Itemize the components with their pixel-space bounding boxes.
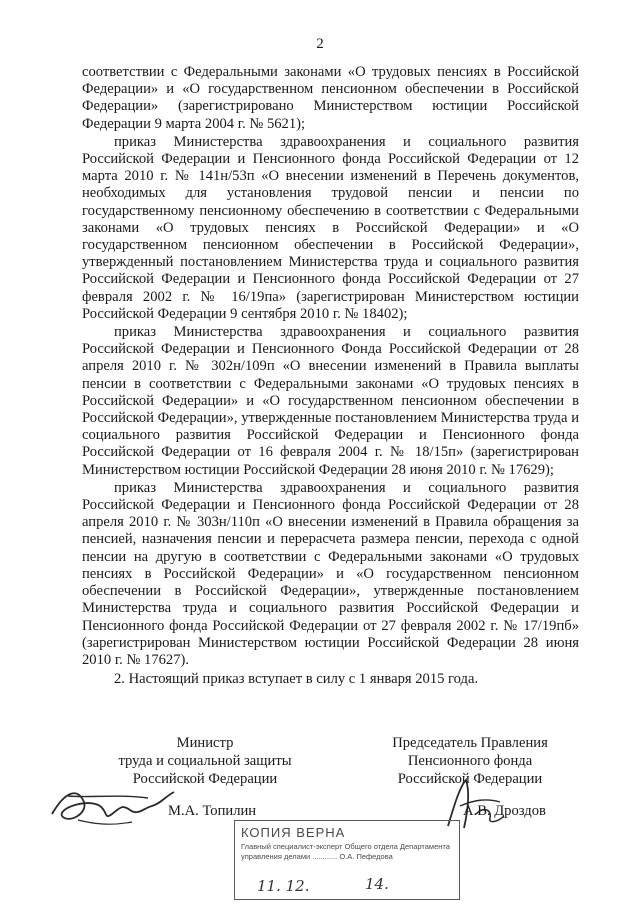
page-number: 2 [316, 36, 324, 52]
stamp-line: Главный специалист-эксперт Общего отдела Департамента [241, 842, 450, 851]
paragraph-order-302n: приказ Министерства здравоохранения и социального развития Российской Федерации и Пенсионного Фонда Российской Федерации от 28 апреля 2010 г. № 302н/109п «О внесении изменений в Правила выплаты пенсии в соответствии с Федеральными законами «О трудовых пенсиях в Российской Федерации» и «О государственном пенсионном обеспечении в Российской Федерации», утвержденные постановлением Министерства труда и социального развития Российской Федерации и Пенсионного фонда Российской Федерации от 16 февраля 2004 г. № 18/15п» (зарегистрирован Министерством юстиции Российской Федерации 28 июня 2010 г. № 17629); [82, 324, 579, 478]
left-title-line: труда и социальной защиты [118, 753, 292, 769]
effective-date-clause: 2. Настоящий приказ вступает в силу с 1 января 2015 года. [114, 671, 479, 688]
right-title-line: Пенсионного фонда [407, 753, 533, 769]
stamp-title: КОПИЯ ВЕРНА [241, 825, 346, 840]
paragraph-order-303n: приказ Министерства здравоохранения и социального развития Российской Федерации и Пенсионного фонда Российской Федерации от 28 апреля 2010 г. № 303н/110п «О внесении изменений в Правила обращения за пенсией, назначения пенсии и перерасчета размера пенсии, перехода с одной пенсии на другую в соответствии с Федеральными законами «О трудовых пенсиях в Российской Федерации» и «О государственном пенсионном обеспечении в Российской Федерации», утвержденные постановлением Министерства труда и социального развития Российской Федерации и Пенсионного фонда Российской Федерации от 27 февраля 2002 г. № 17/19пб» (зарегистрирован Министерством юстиции Российской Федерации 28 июня 2010 г. № 17627). [82, 479, 579, 668]
paragraph-order-141n: приказ Министерства здравоохранения и социального развития Российской Федерации и Пенсионного фонда Российской Федерации от 12 марта 2010 г. № 141н/53п «О внесении изменений в Перечень документов, необходимых для установления трудовой пенсии и пенсии по государственному пенсионному обеспечению в соответствии с Федеральными законами «О трудовых пенсиях в Российской Федерации» и «О государственном пенсионном обеспечении в Российской Федерации», утвержденный постановлением Министерства труда и социального развития Российской Федерации и Пенсионного фонда Российской Федерации от 27 февраля 2002 г. № 16/19па» (зарегистрирован Министерством юстиции Российской Федерации 9 сентября 2010 г. № 18402); [82, 133, 579, 322]
stamp-date: 11. 12. [257, 877, 310, 895]
paragraph-continuation: соответствии с Федеральными законами «О трудовых пенсиях в Российской Федерации» и «О государственном пенсионном обеспечении в Российской Федерации» (зарегистрировано Министерством юстиции Российской Федерации 9 марта 2004 г. № 5621); [82, 64, 579, 132]
left-title-line: Министр [176, 735, 234, 751]
certified-copy-stamp [234, 820, 460, 900]
handwritten-signature-left [48, 784, 178, 832]
left-signatory-title [90, 734, 320, 788]
document-body [82, 64, 579, 688]
right-signatory-name: А.В. Дроздов [463, 803, 546, 819]
stamp-line: управления делами ............ О.А. Пефедова [241, 852, 393, 861]
right-title-line: Председатель Правления [392, 735, 548, 751]
left-signatory-name: М.А. Топилин [168, 803, 257, 819]
stamp-number: 14. [365, 875, 389, 893]
right-title-line: Российской Федерации [397, 771, 543, 787]
left-title-line: Российской Федерации [132, 771, 278, 787]
